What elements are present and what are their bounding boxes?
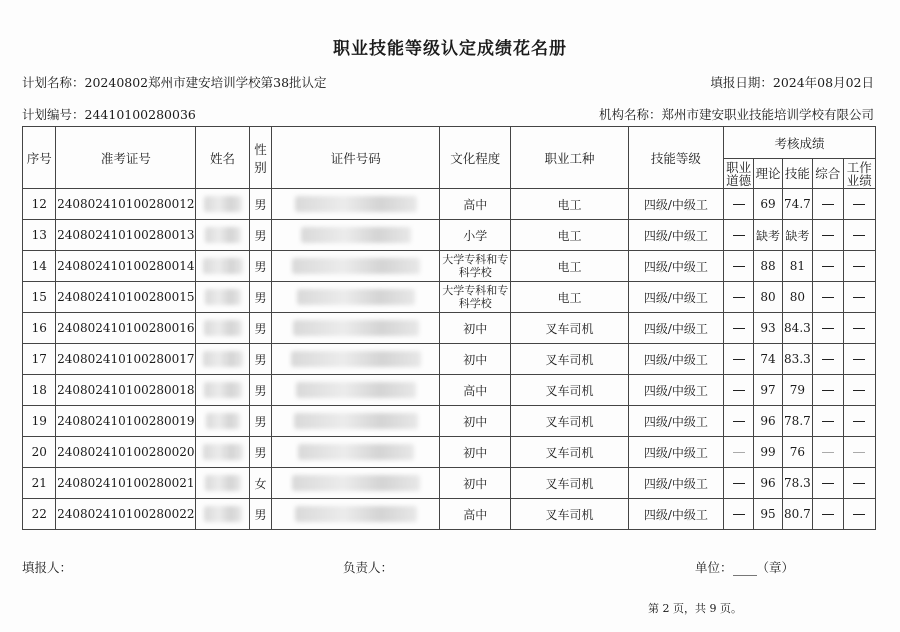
cell-performance: [843, 344, 876, 375]
empty-dash: [733, 483, 745, 484]
empty-dash: [733, 235, 745, 236]
cell-id-no: [272, 251, 440, 282]
cell-occupation: 叉车司机: [511, 375, 629, 406]
cell-id-no-blurred: [295, 506, 417, 522]
unit-label: 单位：: [695, 560, 733, 575]
cell-level: 四级/中级工: [628, 189, 723, 220]
cell-ethics: [723, 251, 753, 282]
empty-dash: [853, 235, 865, 236]
cell-id-no-blurred: [301, 227, 411, 243]
cell-exam-no: 240802410100280012: [56, 189, 196, 220]
page-info: 第 2 页，共 9 页。: [648, 602, 742, 615]
cell-name: [196, 375, 250, 406]
cell-name-blurred: [205, 227, 241, 243]
unit-field: [695, 558, 794, 576]
cell-gender: 男: [249, 189, 271, 220]
cell-performance: [843, 468, 876, 499]
empty-dash: [853, 390, 865, 391]
cell-id-no: [272, 406, 440, 437]
cell-name-blurred: [205, 289, 241, 305]
cell-name-blurred: [204, 506, 242, 522]
cell-ethics: [723, 189, 753, 220]
col-header-performance: 工作业绩: [843, 159, 876, 189]
cell-exam-no: 240802410100280019: [56, 406, 196, 437]
cell-theory: 88: [754, 251, 782, 282]
cell-occupation: 电工: [511, 220, 629, 251]
cell-overall: [813, 189, 843, 220]
cell-performance: [843, 406, 876, 437]
cell-overall: [813, 437, 843, 468]
empty-dash: [733, 328, 745, 329]
cell-overall: [813, 251, 843, 282]
cell-skill: 74.7: [782, 189, 812, 220]
cell-skill: 78.3: [782, 468, 812, 499]
cell-ethics: [723, 313, 753, 344]
plan-no-field: [22, 105, 196, 123]
col-header-theory: 理论: [754, 159, 782, 189]
cell-occupation: 电工: [511, 282, 629, 313]
fill-date-label: 填报日期：: [710, 75, 773, 90]
cell-performance: [843, 499, 876, 530]
cell-name: [196, 344, 250, 375]
cell-education: 初中: [440, 313, 511, 344]
col-header-ethics: 职业道德: [723, 159, 753, 189]
table-row: [23, 437, 876, 468]
col-header-exam-no: 准考证号: [56, 127, 196, 189]
cell-theory: 97: [754, 375, 782, 406]
cell-name: [196, 282, 250, 313]
cell-name-blurred: [204, 196, 242, 212]
cell-skill: 80: [782, 282, 812, 313]
cell-seq: 22: [23, 499, 56, 530]
cell-gender: 男: [249, 220, 271, 251]
cell-level: 四级/中级工: [628, 344, 723, 375]
empty-dash: [822, 204, 834, 205]
cell-seq: 21: [23, 468, 56, 499]
fill-date-value: 2024年08月02日: [772, 75, 874, 90]
cell-gender: 男: [249, 406, 271, 437]
cell-skill: 76: [782, 437, 812, 468]
cell-name: [196, 189, 250, 220]
cell-skill: 81: [782, 251, 812, 282]
cell-name-blurred: [203, 351, 243, 367]
cell-exam-no: 240802410100280022: [56, 499, 196, 530]
empty-dash: [733, 421, 745, 422]
table-row: [23, 375, 876, 406]
cell-name-blurred: [203, 258, 243, 274]
cell-seq: 15: [23, 282, 56, 313]
org-name-value: 郑州市建安职业技能培训学校有限公司: [661, 107, 874, 122]
cell-education: 大学专科和专科学校: [440, 251, 511, 282]
cell-exam-no: 240802410100280017: [56, 344, 196, 375]
cell-theory: 93: [754, 313, 782, 344]
cell-ethics: [723, 344, 753, 375]
col-header-name: 姓名: [196, 127, 250, 189]
cell-gender: 男: [249, 282, 271, 313]
empty-dash: [733, 514, 745, 515]
cell-occupation: 电工: [511, 189, 629, 220]
cell-ethics: [723, 220, 753, 251]
empty-dash: [733, 204, 745, 205]
cell-education: 初中: [440, 406, 511, 437]
col-header-seq: 序号: [23, 127, 56, 189]
org-name-field: [599, 105, 874, 123]
col-header-education: 文化程度: [440, 127, 511, 189]
cell-education: 高中: [440, 499, 511, 530]
cell-gender: 男: [249, 499, 271, 530]
cell-seq: 17: [23, 344, 56, 375]
cell-performance: [843, 313, 876, 344]
cell-id-no-blurred: [291, 351, 421, 367]
filler-label: 填报人：: [22, 560, 73, 575]
cell-level: 四级/中级工: [628, 437, 723, 468]
empty-dash: [733, 390, 745, 391]
cell-id-no-blurred: [294, 413, 418, 429]
empty-dash: [822, 266, 834, 267]
cell-occupation: 叉车司机: [511, 499, 629, 530]
cell-name-blurred: [204, 320, 242, 336]
cell-overall: [813, 375, 843, 406]
cell-exam-no: 240802410100280013: [56, 220, 196, 251]
cell-level: 四级/中级工: [628, 220, 723, 251]
col-header-overall: 综合: [813, 159, 843, 189]
cell-id-no: [272, 220, 440, 251]
cell-ethics: [723, 406, 753, 437]
cell-id-no-blurred: [292, 475, 420, 491]
cell-skill: 79: [782, 375, 812, 406]
cell-occupation: 电工: [511, 251, 629, 282]
cell-level: 四级/中级工: [628, 251, 723, 282]
cell-id-no-blurred: [293, 320, 419, 336]
cell-id-no: [272, 344, 440, 375]
empty-dash: [822, 483, 834, 484]
cell-skill: 83.3: [782, 344, 812, 375]
cell-theory: 69: [754, 189, 782, 220]
cell-theory: 96: [754, 406, 782, 437]
table-body: [23, 189, 876, 530]
cell-id-no-blurred: [298, 444, 414, 460]
cell-level: 四级/中级工: [628, 468, 723, 499]
empty-dash: [822, 514, 834, 515]
cell-name: [196, 251, 250, 282]
cell-ethics: [723, 375, 753, 406]
table-row: [23, 468, 876, 499]
cell-exam-no: 240802410100280016: [56, 313, 196, 344]
cell-skill: 80.7: [782, 499, 812, 530]
cell-performance: [843, 437, 876, 468]
empty-dash: [822, 328, 834, 329]
empty-dash: [733, 297, 745, 298]
cell-id-no: [272, 499, 440, 530]
cell-name-blurred: [205, 475, 241, 491]
cell-ethics: [723, 437, 753, 468]
cell-name: [196, 313, 250, 344]
cell-gender: 男: [249, 313, 271, 344]
col-header-gender: 性别: [249, 127, 271, 189]
empty-dash: [853, 514, 865, 515]
cell-education: 初中: [440, 437, 511, 468]
table-row: [23, 313, 876, 344]
cell-seq: 13: [23, 220, 56, 251]
filler-field: [22, 558, 72, 576]
table-row: [23, 499, 876, 530]
score-roster-table: [22, 126, 876, 530]
cell-education: 小学: [440, 220, 511, 251]
cell-id-no: [272, 282, 440, 313]
cell-performance: [843, 189, 876, 220]
plan-name-label: 计划名称：: [22, 75, 85, 90]
cell-education: 大学专科和专科学校: [440, 282, 511, 313]
cell-overall: [813, 468, 843, 499]
cell-id-no-blurred: [297, 289, 415, 305]
plan-name-field: [22, 73, 327, 91]
page-title: 职业技能等级认定成绩花名册: [333, 39, 567, 59]
cell-seq: 18: [23, 375, 56, 406]
empty-dash: [853, 452, 865, 453]
header-row-top: [23, 127, 876, 159]
cell-education: 初中: [440, 468, 511, 499]
empty-dash: [853, 359, 865, 360]
cell-education: 高中: [440, 375, 511, 406]
cell-occupation: 叉车司机: [511, 468, 629, 499]
fill-date-field: [710, 73, 874, 91]
cell-level: 四级/中级工: [628, 282, 723, 313]
empty-dash: [853, 204, 865, 205]
empty-dash: [853, 421, 865, 422]
cell-occupation: 叉车司机: [511, 313, 629, 344]
plan-no-value: 24410100280036: [84, 107, 196, 122]
cell-theory: 74: [754, 344, 782, 375]
empty-dash: [733, 359, 745, 360]
cell-id-no: [272, 375, 440, 406]
cell-theory: 80: [754, 282, 782, 313]
empty-dash: [853, 297, 865, 298]
col-header-skill: 技能: [782, 159, 812, 189]
cell-id-no-blurred: [295, 196, 417, 212]
cell-performance: [843, 282, 876, 313]
cell-exam-no: 240802410100280014: [56, 251, 196, 282]
empty-dash: [822, 421, 834, 422]
table-row: [23, 344, 876, 375]
cell-theory: 96: [754, 468, 782, 499]
plan-no-label: 计划编号：: [22, 107, 85, 122]
cell-occupation: 叉车司机: [511, 344, 629, 375]
cell-seq: 12: [23, 189, 56, 220]
empty-dash: [853, 483, 865, 484]
empty-dash: [733, 452, 745, 453]
cell-name-blurred: [203, 444, 243, 460]
cell-skill: 缺考: [782, 220, 812, 251]
empty-dash: [853, 328, 865, 329]
cell-ethics: [723, 468, 753, 499]
cell-occupation: 叉车司机: [511, 406, 629, 437]
cell-id-no: [272, 189, 440, 220]
cell-seq: 16: [23, 313, 56, 344]
cell-id-no: [272, 437, 440, 468]
responsible-label: 负责人：: [343, 560, 394, 575]
cell-overall: [813, 282, 843, 313]
cell-skill: 78.7: [782, 406, 812, 437]
cell-id-no: [272, 313, 440, 344]
cell-occupation: 叉车司机: [511, 437, 629, 468]
cell-seq: 19: [23, 406, 56, 437]
cell-overall: [813, 344, 843, 375]
table-row: [23, 406, 876, 437]
cell-gender: 男: [249, 344, 271, 375]
cell-overall: [813, 406, 843, 437]
org-name-label: 机构名称：: [598, 107, 662, 122]
table-row: [23, 282, 876, 313]
cell-id-no: [272, 468, 440, 499]
cell-id-no-blurred: [296, 382, 416, 398]
col-header-level: 技能等级: [628, 127, 723, 189]
cell-theory: 缺考: [754, 220, 782, 251]
cell-id-no-blurred: [292, 258, 420, 274]
empty-dash: [733, 266, 745, 267]
cell-ethics: [723, 499, 753, 530]
responsible-field: [343, 558, 393, 576]
col-header-scores-group: 考核成绩: [723, 127, 875, 159]
plan-name-value: 20240802郑州市建安培训学校第38批认定: [84, 75, 327, 90]
cell-theory: 95: [754, 499, 782, 530]
cell-overall: [813, 220, 843, 251]
empty-dash: [853, 266, 865, 267]
cell-level: 四级/中级工: [628, 406, 723, 437]
cell-level: 四级/中级工: [628, 375, 723, 406]
cell-name-blurred: [204, 382, 242, 398]
table-row: [23, 251, 876, 282]
table-row: [23, 189, 876, 220]
table-row: [23, 220, 876, 251]
seal-text: （章）: [756, 560, 795, 575]
cell-education: 初中: [440, 344, 511, 375]
cell-level: 四级/中级工: [628, 499, 723, 530]
col-header-occupation: 职业工种: [511, 127, 629, 189]
cell-name: [196, 220, 250, 251]
cell-skill: 84.3: [782, 313, 812, 344]
cell-name-blurred: [206, 413, 240, 429]
empty-dash: [822, 235, 834, 236]
cell-exam-no: 240802410100280021: [56, 468, 196, 499]
empty-dash: [822, 390, 834, 391]
cell-gender: 男: [249, 437, 271, 468]
empty-dash: [822, 359, 834, 360]
cell-gender: 男: [249, 375, 271, 406]
cell-seq: 14: [23, 251, 56, 282]
cell-education: 高中: [440, 189, 511, 220]
empty-dash: [822, 452, 834, 453]
cell-name: [196, 437, 250, 468]
col-header-id-no: 证件号码: [272, 127, 440, 189]
cell-performance: [843, 251, 876, 282]
cell-gender: 女: [249, 468, 271, 499]
cell-seq: 20: [23, 437, 56, 468]
cell-gender: 男: [249, 251, 271, 282]
cell-name: [196, 499, 250, 530]
cell-ethics: [723, 282, 753, 313]
empty-dash: [822, 297, 834, 298]
cell-level: 四级/中级工: [628, 313, 723, 344]
cell-theory: 99: [754, 437, 782, 468]
cell-exam-no: 240802410100280020: [56, 437, 196, 468]
unit-blank-line: [733, 575, 757, 576]
cell-name: [196, 468, 250, 499]
cell-overall: [813, 313, 843, 344]
cell-performance: [843, 220, 876, 251]
cell-name: [196, 406, 250, 437]
cell-performance: [843, 375, 876, 406]
cell-exam-no: 240802410100280015: [56, 282, 196, 313]
cell-exam-no: 240802410100280018: [56, 375, 196, 406]
cell-overall: [813, 499, 843, 530]
